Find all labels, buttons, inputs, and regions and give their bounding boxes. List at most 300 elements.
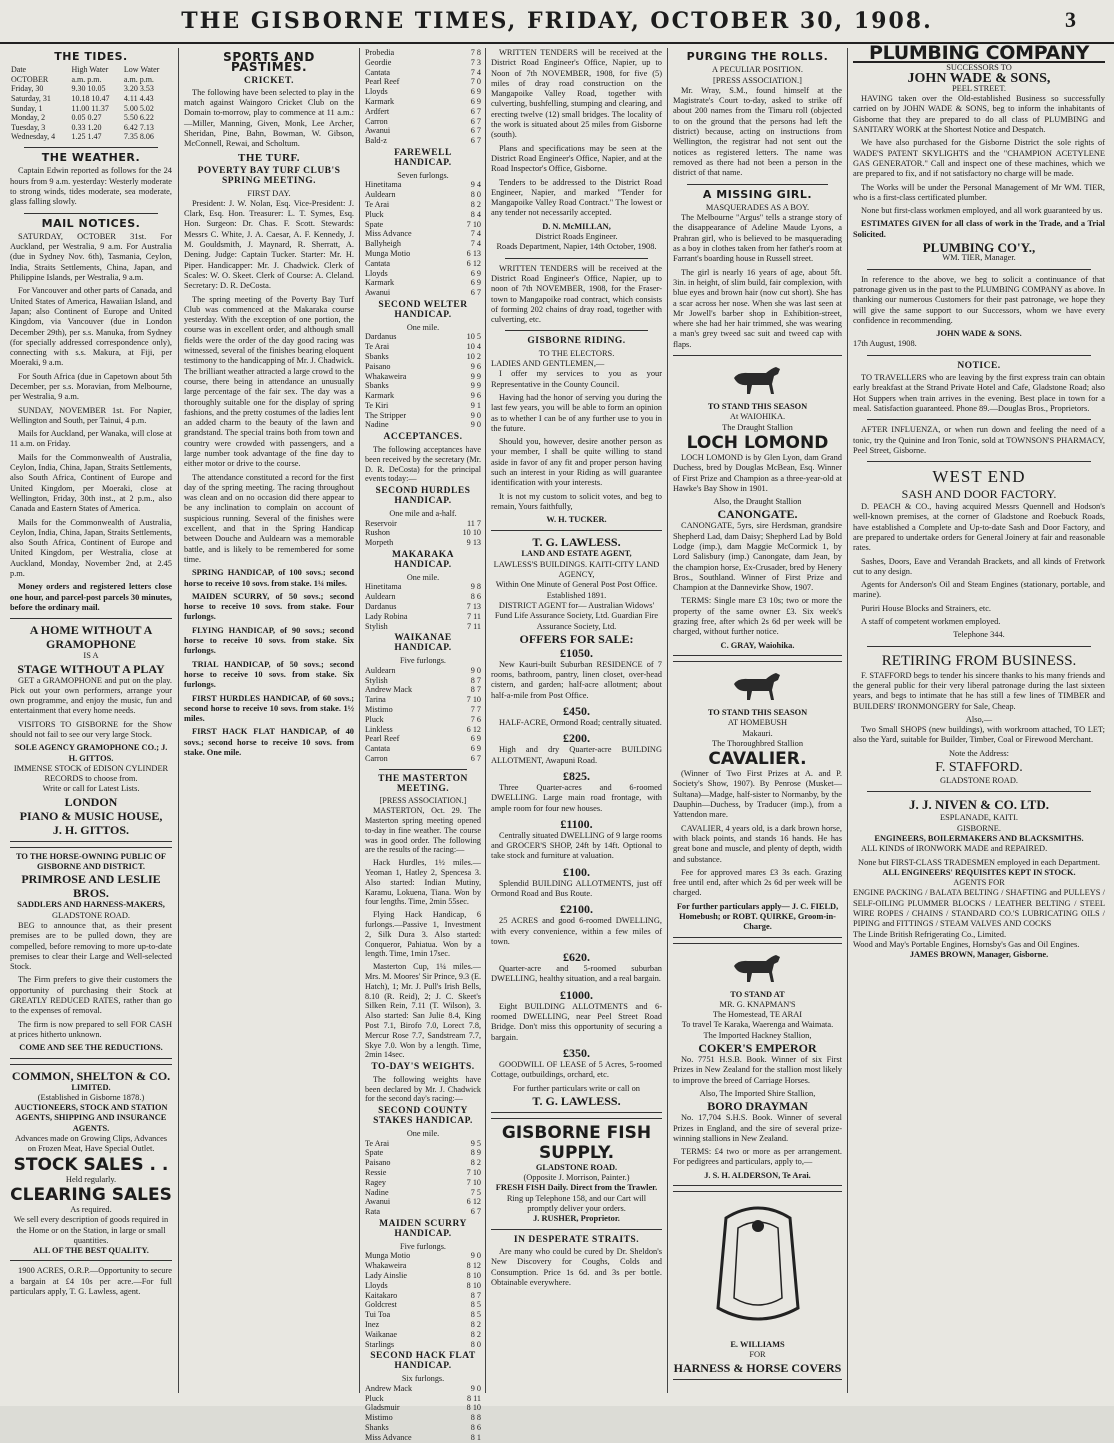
list-item xyxy=(365,1281,481,1291)
divider xyxy=(867,355,1091,356)
welter-list xyxy=(365,332,481,430)
list-item xyxy=(365,612,481,622)
price: £1000. xyxy=(560,987,593,1002)
welter-heading: SECOND WELTER HANDICAP. xyxy=(378,299,468,320)
weight: 8 6 xyxy=(470,592,481,602)
purging-heading: PURGING THE ROLLS. xyxy=(686,50,829,63)
list-item xyxy=(365,734,481,744)
ad-line: ESPLANADE, KAITI. xyxy=(940,813,1018,823)
ad-line: Also, the Draught Stallion xyxy=(713,497,802,507)
masthead xyxy=(0,0,1114,44)
electors-text: Should you, however, desire another person as your member, I shall be quite willing to stand aside in favor of any fit and proper person having such an interest in your Riding as will guarantee identification with your interests. xyxy=(491,437,662,488)
ad-text: Sashes, Doors, Eave and Verandah Brackets, and all kinds of Fretwork cut to any design. xyxy=(853,556,1105,576)
weight: 6 12 xyxy=(466,258,481,268)
fish-supply-advert xyxy=(491,1118,662,1230)
county-list xyxy=(365,1139,481,1217)
common-shelton-advert xyxy=(10,1064,172,1262)
ad-line: ALL OF THE BEST QUALITY. xyxy=(33,1246,149,1256)
weight: 8 2 xyxy=(470,1158,481,1168)
list-item xyxy=(365,754,481,764)
weight: 9 0 xyxy=(470,410,481,420)
weight: 8 0 xyxy=(470,1339,481,1349)
ad-text: Eight BUILDING ALLOTMENTS and 6-roomed DWELLING, near Peel Street Road Bridge. Don't miss this opportunity of securing a bargain. xyxy=(491,1001,662,1042)
ad-line: WM. TIER, Manager. xyxy=(942,253,1016,263)
mail-heading: MAIL NOTICES. xyxy=(41,216,141,230)
ad-line: IMMENSE STOCK of EDISON CYLINDER RECORDS to choose from. xyxy=(13,763,169,784)
weight: 9 9 xyxy=(470,371,481,381)
ad-text: We have also purchased for the Gisborne District the sole rights of WADE'S PATENT SKYLIGHTS and the "CHAMPION ACETYLENE GAS GENERATOR." Call and inspect one of these machines, which we are prepared to fix, and if not satisfactory no charge will be made. xyxy=(853,138,1105,179)
horse-name: Lady Robina xyxy=(365,611,408,621)
list-item xyxy=(365,1148,481,1158)
weight: 9 0 xyxy=(470,1251,481,1261)
salutation: LADIES AND GENTLEMEN,— xyxy=(491,359,605,369)
ad-text: GOODWILL OF LEASE of 5 Acres, 5-roomed Cottage, outbuildings, orchard, etc. xyxy=(491,1059,662,1080)
mail-paragraph: Mails for the Commonwealth of Australia, Ceylon, India, China, Japan, Straits Settlements, also South Africa, Continent of Europe and United Kingdom, per Moeraki, close at Wellington, Friday, 30th inst., at 2 p.m., also Canada and Eastern States of America. xyxy=(10,452,172,514)
ad-text: New Kauri-built Suburban RESIDENCE of 7 rooms, bathroom, pantry, linen closet, over-head cistern, and garden; half-acre allotment; about half-a-mile from Post Office. xyxy=(491,659,662,700)
race-heading: FIRST HURDLES HANDICAP, of 60 sovs.; second horse to receive 10 sovs. from stake. 1½ miles. xyxy=(184,693,354,724)
signature: JAMES BROWN, Manager, Gisborne. xyxy=(909,950,1049,960)
makaraka-list xyxy=(365,582,481,631)
weight: 8 8 xyxy=(470,1413,481,1423)
list-item xyxy=(365,352,481,362)
list-item xyxy=(365,1197,481,1207)
list-item xyxy=(365,695,481,705)
list-item xyxy=(365,1188,481,1198)
list-item xyxy=(365,220,481,230)
horse-name: Mistimo xyxy=(365,1413,393,1423)
farewell-heading: FAREWELL HANDICAP. xyxy=(394,147,452,168)
horse-name: Miss Advance xyxy=(365,229,412,239)
ad-line: PLUMBING CO'Y., xyxy=(922,240,1036,256)
report-text: The attendance constituted a record for the first day of the spring meeting. The racing throughout was clean and on no occasion did there appear to be any inclination to complain on account of suspicious running. Several of the finishes were excellent, and that in the Spring Handicap between Douche and Auldearn was a memorable battle, and is likely to be remembered for some time. xyxy=(184,472,354,564)
ad-line: FRESH FISH Daily. Direct from the Trawler. xyxy=(495,1183,658,1193)
price: £2100. xyxy=(560,902,593,917)
race-heading: FIRST HACK FLAT HANDICAP, of 40 sovs.; second horse to receive 10 sovs. from stake. One mile. xyxy=(184,727,354,757)
ad-line: OFFERS FOR SALE: xyxy=(519,631,634,646)
list-item xyxy=(365,1320,481,1330)
table-row: Date High Water Low Water xyxy=(11,65,160,75)
ad-line: LONDON xyxy=(64,794,118,809)
ad-line: T. G. LAWLESS. xyxy=(532,1093,621,1108)
horse-name: Andrew Mack xyxy=(365,685,413,695)
horse-name: Awanui xyxy=(365,1197,391,1207)
horse-name: Auldearn xyxy=(365,190,396,200)
ad-line: COKER'S EMPEROR xyxy=(698,1041,817,1056)
column-5 xyxy=(673,48,842,1398)
missing-heading: A MISSING GIRL. xyxy=(702,187,813,201)
hack-heading: SECOND HACK FLAT HANDICAP. xyxy=(370,1351,476,1372)
horse-name: Ballyheigh xyxy=(365,239,401,249)
column-rule xyxy=(847,48,848,1393)
weight: 6 13 xyxy=(466,248,481,258)
tender-text: WRITTEN TENDERS will be received at the District Road Engineer's Office, Napier, up to noon of 7th NOVEMBER, 1908, for the Fraser-town to Mangapoike road contract, which consists of forming 202 chains of dray road, together with culverting, etc. xyxy=(491,263,662,325)
weight: 6 9 xyxy=(470,268,481,278)
ad-line: (Opposite J. Morrison, Painter.) xyxy=(523,1173,630,1183)
horse-name: Spate xyxy=(365,219,384,229)
ad-line: As required. xyxy=(70,1204,112,1214)
distance-label: One mile. xyxy=(406,322,440,332)
ad-text: VISITORS TO GISBORNE for the Show should not fail to see our very large Stock. xyxy=(10,719,172,739)
subheading: A PECULIAR POSITION. xyxy=(712,65,803,75)
horse-name: Pearl Reef xyxy=(365,734,400,744)
horse-name: Kaitakaro xyxy=(365,1290,398,1300)
ad-text: HAVING taken over the Old-established Business so successfully carried on by JOHN WADE & SONS, beg to inform the inhabitants of Gisborne that they are prepared to do all class of PLUMBING and SANITARY WORK at the Shortest Notice and Despatch. xyxy=(853,94,1105,135)
electors-label: TO THE ELECTORS. xyxy=(538,348,615,358)
ad-line: J. H. GITTOS. xyxy=(52,822,130,837)
list-item xyxy=(365,1251,481,1261)
turf-heading: THE TURF. xyxy=(238,151,300,164)
ad-line: LAWLESS'S BUILDINGS. KAITI-CITY LAND AGENCY, xyxy=(493,559,660,580)
weight: 7 4 xyxy=(470,229,481,239)
horse-name: Dardanus xyxy=(365,602,397,612)
ad-line: Note the Address: xyxy=(948,748,1009,758)
mail-paragraph: For Vancouver and other parts of Canada, and United States of America, Hawaiian Island, and Japan; also Continent of Europe and United Kingdom, via Vancouver (due in London December 29th), per s.s. Manuka, from Sydney (for specially addressed correspondence only), connecting with s.s. Makura, at Fiji, per Moeraki, 9 a.m. xyxy=(10,286,172,368)
page-number: 3 xyxy=(1065,7,1076,32)
divider xyxy=(505,330,648,331)
list-item xyxy=(365,1403,481,1413)
ad-line: J. RUSHER, Proprietor. xyxy=(533,1214,620,1224)
ad-line: SOLE AGENCY GRAMOPHONE CO.; J. H. GITTOS. xyxy=(14,743,168,763)
horse-name: Sbanks xyxy=(365,381,389,391)
horse-name: Karmark xyxy=(365,278,395,288)
masterton-text: Masterton Cup, 1¼ miles.—Mrs. M. Moores' Sir Prince, 9.3 (E. Hatch), 1; Mr. J. Pull's Irish Bells, 8.10 (R. Reid), 2; J. C. Skeet's Silken Rein, 7.11 (T. Wilson), 3. Also started: San Julie 8.4, King Post 7.1, Birofo 7.0, Lorect 7.8, Mercur Rose 7.7, Sandstream 7.7, Skye 7.0. Won by a length. Time, 2min 14sec. xyxy=(365,962,481,1060)
list-item xyxy=(365,538,481,548)
weight: 7 5 xyxy=(470,1187,481,1197)
horse-name: Dardanus xyxy=(365,332,397,342)
ad-line: BORO DRAYMAN xyxy=(707,1099,808,1114)
electors-text: Having had the honor of serving you during the last few years, you will be able to form an opinion as to whether I can be of any further use to you in the future. xyxy=(491,392,662,433)
saddle-icon xyxy=(698,1198,818,1338)
weight: 8 0 xyxy=(470,190,481,200)
tides-heading: THE TIDES. xyxy=(54,50,128,63)
weight: 9 0 xyxy=(470,1383,481,1393)
weight: 9 1 xyxy=(470,400,481,410)
list-item xyxy=(365,519,481,529)
ad-line: C. GRAY, Waiohika. xyxy=(720,640,795,650)
list-item xyxy=(365,239,481,249)
ad-line: The Thoroughbred Stallion xyxy=(711,738,804,748)
weights-heading: TO-DAY'S WEIGHTS. xyxy=(371,1062,475,1073)
distance-label: Seven furlongs. xyxy=(397,170,449,180)
ad-line: To travel Te Karaka, Waerenga and Waimata. xyxy=(681,1020,834,1030)
horse-name: Carron xyxy=(365,753,388,763)
retiring-heading: RETIRING FROM BUSINESS. xyxy=(881,652,1077,669)
weight: 7 4 xyxy=(470,239,481,249)
horse-name: Starlings xyxy=(365,1339,395,1349)
list-item: Geordie 7 3 xyxy=(365,57,481,67)
signature: D. N. McMILLAN, xyxy=(542,221,611,231)
weight: 7 10 xyxy=(466,1168,481,1178)
maiden-heading: MAIDEN SCURRY HANDICAP. xyxy=(379,1219,467,1239)
weight: 7 6 xyxy=(470,714,481,724)
table-row: Wednesday, 4 1.25 1.47 7.35 8.06 xyxy=(11,132,154,142)
ad-line: GLADSTONE ROAD. xyxy=(939,776,1018,786)
ad-line: PRIMROSE AND LESLIE BROS. xyxy=(21,872,161,901)
weather-heading: THE WEATHER. xyxy=(41,151,141,165)
horse-name: Goldcrest xyxy=(365,1300,397,1310)
press-label: [PRESS ASSOCIATION.] xyxy=(379,796,467,806)
electors-text: It is not my custom to solicit votes, and beg to remain, Yours faithfully, xyxy=(491,491,662,511)
column-6 xyxy=(853,42,1105,1398)
ad-line: CLEARING SALES xyxy=(10,1184,172,1205)
horse-name: Rushon xyxy=(365,528,391,538)
distance-label: One mile and a-half. xyxy=(389,508,457,518)
price: £450. xyxy=(563,704,590,719)
list-item: Carron 6 7 xyxy=(365,116,481,126)
list-item xyxy=(365,1394,481,1404)
list-item xyxy=(365,582,481,592)
west-end-heading: WEST END xyxy=(932,467,1026,487)
list-item: Karmark 6 9 xyxy=(365,96,481,106)
column-2 xyxy=(184,48,354,1398)
horse-name: Munga Motio xyxy=(365,248,411,258)
ad-text: Agents for Anderson's Oil and Steam Engines (stationary, portable, and marine). xyxy=(853,580,1105,600)
horse-name: Pluck xyxy=(365,1393,384,1403)
horse-name: Paisano xyxy=(365,361,391,371)
horse-name: Paisano xyxy=(365,1158,391,1168)
ad-line: J. S. H. ALDERSON, Te Arai. xyxy=(704,1170,811,1180)
ad-text: None but first-class workmen employed, and all work guaranteed by us. xyxy=(861,206,1103,216)
list-item xyxy=(365,332,481,342)
horse-name: Pluck xyxy=(365,209,384,219)
ad-line: (Established in Gisborne 1878.) xyxy=(37,1092,145,1102)
horse-name: Gladsmuir xyxy=(365,1403,400,1413)
masterton-heading: THE MASTERTON MEETING. xyxy=(378,773,468,794)
race-heading: MAIDEN SCURRY, of 50 sovs.; second horse to receive 10 sovs. from stake. Four furlongs. xyxy=(184,591,354,622)
ad-line: Write or call for Latest Lists. xyxy=(42,784,140,794)
column-rule xyxy=(485,48,486,1393)
list-item xyxy=(365,210,481,220)
weight: 9 4 xyxy=(470,180,481,190)
ad-text: CAVALIER, 4 years old, is a dark brown horse, with black points, and stands 16 hands. He has great bone and muscle, and plenty of depth, width and substance. xyxy=(673,823,842,864)
ad-text: Fee for approved mares £3 3s each. Grazing free until end, after which 2s 6d per week will be charged. xyxy=(673,867,842,898)
ad-text: Splendid BUILDING ALLOTMENTS, just off Ormond Road and Bus Route. xyxy=(491,878,662,898)
horse-name: Cantata xyxy=(365,258,391,268)
ad-text: GET a GRAMOPHONE and put on the play. Pick out your own performers, arrange your own programme, and enjoy the music, fun and entertainment that every home needs. xyxy=(10,675,172,716)
ad-text: ESTIMATES GIVEN for all class of work in the Trade, and a Trial Solicited. xyxy=(853,219,1105,239)
list-item xyxy=(365,372,481,382)
weight: 6 7 xyxy=(470,288,481,298)
list-item xyxy=(365,1384,481,1394)
horse-name: Linkless xyxy=(365,724,393,734)
table-row: OCTOBER a.m. p.m. a.m. p.m. xyxy=(11,74,154,84)
list-item: Awanui 6 7 xyxy=(365,126,481,136)
list-item xyxy=(365,381,481,391)
column-3 xyxy=(365,48,481,1442)
ad-line: For further particulars apply— J. C. FIELD, Homebush; or ROBT. QUIRKE, Groom-in-Charge. xyxy=(676,901,839,932)
ad-line: CAVALIER. xyxy=(708,749,807,770)
loch-lomond-advert xyxy=(673,355,842,656)
poverty-bay-heading: POVERTY BAY TURF CLUB'S SPRING MEETING. xyxy=(197,165,341,187)
column-4 xyxy=(491,48,662,1398)
weight: 9 6 xyxy=(470,361,481,371)
ad-line: At WAIOHIKA. xyxy=(729,412,786,422)
newspaper-title: THE GISBORNE TIMES, FRIDAY, OCTOBER 30, 1908. xyxy=(181,8,933,34)
horse-name: Mistimo xyxy=(365,705,393,714)
divider xyxy=(379,769,467,770)
lawless-advert xyxy=(491,530,662,1112)
date-line: 17th August, 1908. xyxy=(853,339,917,349)
ad-line: TO STAND THIS SEASON xyxy=(707,707,808,717)
ad-text: A staff of competent workmen employed. xyxy=(861,617,1001,627)
acceptances-heading: ACCEPTANCES. xyxy=(383,432,463,443)
tender-text: WRITTEN TENDERS will be received at the District Road Engineer's Office, Napier, up to Noon of 7th NOVEMBER, 1908, for five (5) miles of dray road construction on the Mangapoike Valley Road, together with culverting, bushfelling, stumping and clearing, and erecting twelve (12) small bridges. The locality of the work is situated about 25 miles from Gisborne (south). xyxy=(491,48,662,140)
ad-text: CANONGATE, 5yrs, sire Herdsman, grandsire Shepherd Lad, dam Daisy; Shepherd Lad by Bold Lodge (imp.), dam Maggie McCormick 1, by Lord Salisbury (imp.) Canongate, dam Jean, by the champion horse, Ex-Crusader, bred by Henery Bros., Southland. Winner of First Prize and Champion at the Dannevirke Show, 1907. xyxy=(673,521,842,593)
ad-line: LIMITED. xyxy=(71,1082,111,1092)
horse-name: Nadine xyxy=(365,420,389,430)
list-item: Pearl Reef 7 0 xyxy=(365,77,481,87)
horse-name: Te Arai xyxy=(365,342,390,352)
weight: 8 5 xyxy=(470,1300,481,1310)
hurdles-list xyxy=(365,519,481,548)
weight: 7 10 xyxy=(466,1177,481,1187)
list-item xyxy=(365,411,481,421)
list-item: Bald-z 6 7 xyxy=(365,136,481,146)
horse-name: Spate xyxy=(365,1148,384,1158)
ad-text: BEG to announce that, as their present premises are to be pulled down, they are compelled, before removing to more up-to-date premises to clear their Large and Well-selected Stock. xyxy=(10,920,172,972)
weight: 8 10 xyxy=(466,1280,481,1290)
cavalier-advert xyxy=(673,661,842,938)
tender-text: Tenders to be addressed to the District Road Engineer, Napier, and marked "Tender for Mangapoike Valley Road Contract." The lowest or any tender not necessarily accepted. xyxy=(491,177,662,218)
weight: 7 10 xyxy=(466,219,481,229)
list-item xyxy=(365,278,481,288)
list-item xyxy=(365,180,481,190)
list-item xyxy=(365,666,481,676)
list-item xyxy=(365,1340,481,1350)
ad-line: SUCCESSORS TO xyxy=(946,63,1012,73)
horse-name: Karmark xyxy=(365,391,395,401)
horse-name: Awanui xyxy=(365,288,391,298)
price: £1100. xyxy=(560,816,593,831)
acceptances-text: The following acceptances have been received by the secretary (Mr. D. R. DeCosta) for the principal events today:— xyxy=(365,445,481,484)
weight: 8 9 xyxy=(470,1148,481,1158)
weight: 7 11 xyxy=(466,611,481,621)
maiden-list xyxy=(365,1251,481,1349)
price: £100. xyxy=(563,864,590,879)
ad-line: The Homestead, TE ARAI xyxy=(712,1010,803,1020)
horse-name: Te Arai xyxy=(365,1138,390,1148)
list-item xyxy=(365,190,481,200)
results-list xyxy=(365,48,481,146)
weight: 10 10 xyxy=(462,528,481,538)
weight: 9 13 xyxy=(466,538,481,548)
saddle-maker-name: E. WILLIAMS xyxy=(730,1340,785,1350)
horse-name: Whakaweira xyxy=(365,371,407,381)
ad-line: GLADSTONE ROAD. xyxy=(51,910,130,920)
ad-line: GISBORNE FISH SUPPLY. xyxy=(501,1122,652,1163)
list-item xyxy=(365,1310,481,1320)
primrose-advert xyxy=(10,847,172,1059)
ad-text: (Winner of Two First Prizes at A. and P. Society's Show, 1907). By Penrose (Musket—Sultana)—Madge, half-sister to Normanby, by the Dauphin—Duchess, by Traducer (imp.), from a Yattendon mare. xyxy=(673,769,842,820)
horse-name: Te Arai xyxy=(365,199,390,209)
weight: 8 11 xyxy=(466,1393,481,1403)
price: £350. xyxy=(563,1045,590,1060)
ad-line: We sell every description of goods required in the Home or on the Station, in large or small quantities. xyxy=(13,1215,169,1245)
masterton-text: Hack Hurdles, 1½ miles.—Yeoman 1, Hatley 2, Spencesa 3. Also started: Indian Mutiny, Karamu, Lokuena, Tiana. Won by four lengths. Time, 2min 55sec. xyxy=(365,858,481,907)
divider xyxy=(867,646,1091,647)
mail-paragraph: Mails for the Commonwealth of Australia, Ceylon, India, China, Japan, Straits Settlements, also South Africa, Continent of Europe and United Kingdom, per Westralia, close at Auckland, Monday, November 2nd, at 2.45 p.m. xyxy=(10,517,172,579)
horse-name: Tarina xyxy=(365,695,386,705)
horse-name: Hinetitama xyxy=(365,180,402,190)
list-item xyxy=(365,528,481,538)
column-rule xyxy=(178,48,179,1393)
weather-text: Captain Edwin reported as follows for the 24 hours from 9 a.m. yesterday: Westerly moderate to strong winds, tides moderate, sea moderate, glass falling slowly. xyxy=(10,166,172,207)
ad-line: COMMON, SHELTON & CO. xyxy=(11,1068,171,1083)
ad-line: AGENTS FOR xyxy=(953,878,1005,888)
weight: 6 9 xyxy=(470,278,481,288)
ad-line: Also,— xyxy=(965,714,993,724)
horse-name: Sbanks xyxy=(365,351,389,361)
weight: 7 13 xyxy=(466,602,481,612)
mail-paragraph: Money orders and registered letters close one hour, and parcel-post parcels 30 minutes, before the ordinary mail. xyxy=(10,582,172,612)
notice-text: TO TRAVELLERS who are leaving by the first express train can obtain early breakfast at the Strand Private Hotel and Cafe, Gladstone Road; also Hot Suppers when train arrives in the evening. Best place in town for a meal. Satisfaction guaranteed. Phone 89.—Douglas Bros., Proprietors. xyxy=(853,373,1105,413)
weight: 9 0 xyxy=(470,420,481,430)
horse-name: Nadine xyxy=(365,1187,389,1197)
list-item xyxy=(365,725,481,735)
ad-text: Quarter-acre and 5-roomed suburban DWELLING, healthy situation, and a real bargain. xyxy=(491,964,662,984)
desperate-text: Are many who could be cured by Dr. Sheldon's New Discovery for Coughs, Colds and Consumption. Price 1s 6d. and 3s per bottle. Obtainable everywhere. xyxy=(491,1246,662,1287)
weight: 8 5 xyxy=(470,1310,481,1320)
cricket-heading: CRICKET. xyxy=(243,75,294,86)
first-day-label: FIRST DAY. xyxy=(247,188,291,198)
ad-text: The Firm prefers to give their customers the opportunity of purchasing their Stock at GREATLY REDUCED RATES, rather than go to the expenses of removal. xyxy=(10,975,172,1016)
list-item xyxy=(365,269,481,279)
horse-name: Reservoir xyxy=(365,518,397,528)
table-row: Monday, 2 0.05 0.27 5.50 6.22 xyxy=(11,113,154,123)
table-row: Sunday, 1 11.00 11.37 5.00 5.02 xyxy=(11,103,154,113)
ad-line: LAND AND ESTATE AGENT, xyxy=(521,549,632,559)
weight: 8 1 xyxy=(470,1432,481,1442)
race-heading: FLYING HANDICAP, of 90 sovs.; second horse to receive 10 sovs. from stake. Six furlongs. xyxy=(184,625,354,656)
farewell-list xyxy=(365,180,481,298)
list-item xyxy=(365,676,481,686)
coker-emperor-advert xyxy=(673,943,842,1186)
acres-notice: 1900 ACRES, O.R.P.—Opportunity to secure a bargain at £4 10s per acre.—For full particulars apply, T. G. Lawless, agent. xyxy=(10,1266,172,1296)
ad-text: F. STAFFORD begs to tender his sincere thanks to his many friends and the general public for their very liberal patronage during the last sixteen years, and begs to intimate that he has still a few lines of TIMBER and BUILDERS' IRONMONGERY for Sale, Cheap. xyxy=(853,670,1105,711)
horse-icon xyxy=(728,670,788,704)
horse-name: Andrew Mack xyxy=(365,1383,413,1393)
column-rule xyxy=(359,48,360,1393)
horse-name: Te Kiri xyxy=(365,400,389,410)
hackney-horse-icon xyxy=(728,952,788,986)
horse-name: The Stripper xyxy=(365,410,407,420)
horse-name: Stylish xyxy=(365,621,388,631)
weight: 11 7 xyxy=(466,518,481,528)
purging-text: Mr. Wray, S.M., found himself at the Magistrate's Court to-day, asked to strike off about 200 names from the Timaru roll (objected to on the ground that the persons had left the district) because, acting on instructions from Wellington, the registrar had not sent out the notices as registered letters. The name was removed as there had not been a person in the district of that name. xyxy=(673,85,842,178)
ad-line: Within One Minute of General Post Post Office. Established 1891. xyxy=(495,580,658,600)
ad-text: 25 ACRES and good 6-roomed DWELLING, with every convenience, within a few miles of town. xyxy=(491,916,662,946)
weight: 6 7 xyxy=(470,753,481,763)
weight: 8 10 xyxy=(466,1271,481,1281)
weight: 6 9 xyxy=(470,744,481,754)
ad-text: TERMS: £4 two or more as per arrangement. For pedigrees and particulars, apply to,— xyxy=(673,1147,842,1167)
list-item xyxy=(365,602,481,612)
price: £825. xyxy=(563,768,590,783)
horse-name: Stylish xyxy=(365,675,388,685)
weight: 6 12 xyxy=(466,1197,481,1207)
subheading: MASQUERADES AS A BOY. xyxy=(705,202,810,212)
makaraka-heading: MAKARAKA HANDICAP. xyxy=(391,550,455,570)
list-item xyxy=(365,705,481,715)
signature: JOHN WADE & SONS. xyxy=(936,329,1022,339)
signature-title: District Roads Engineer. xyxy=(535,232,618,242)
ad-line: Also, The Imported Shire Stallion, xyxy=(699,1088,816,1098)
ad-line: STAGE WITHOUT A PLAY xyxy=(17,661,165,676)
ad-text: ALL KINDS of IRONWORK MADE and REPAIRED. xyxy=(861,844,1048,854)
influenza-text: AFTER INFLUENZA, or when run down and feeling the need of a tonic, try the Quinine and Iron Tonic, sold at TOWNSON'S PHARMACY, Peel Street, Gisborne. xyxy=(853,425,1105,455)
ad-line: DISTRICT AGENT for— Australian Widows' Fund Life Assurance Society, Ltd. Guardian Fire Assurance Society, Ltd. xyxy=(494,600,659,631)
ad-text: D. PEACH & CO., having acquired Messrs Quennell and Hodson's well-known premises, at the corner of Gladstone and Roebuck Roads, have established a Complete and Up-to-date Sash and Door Factory, and are prepared to undertake orders for General Joinery at fair and reasonable rates. xyxy=(853,502,1105,553)
